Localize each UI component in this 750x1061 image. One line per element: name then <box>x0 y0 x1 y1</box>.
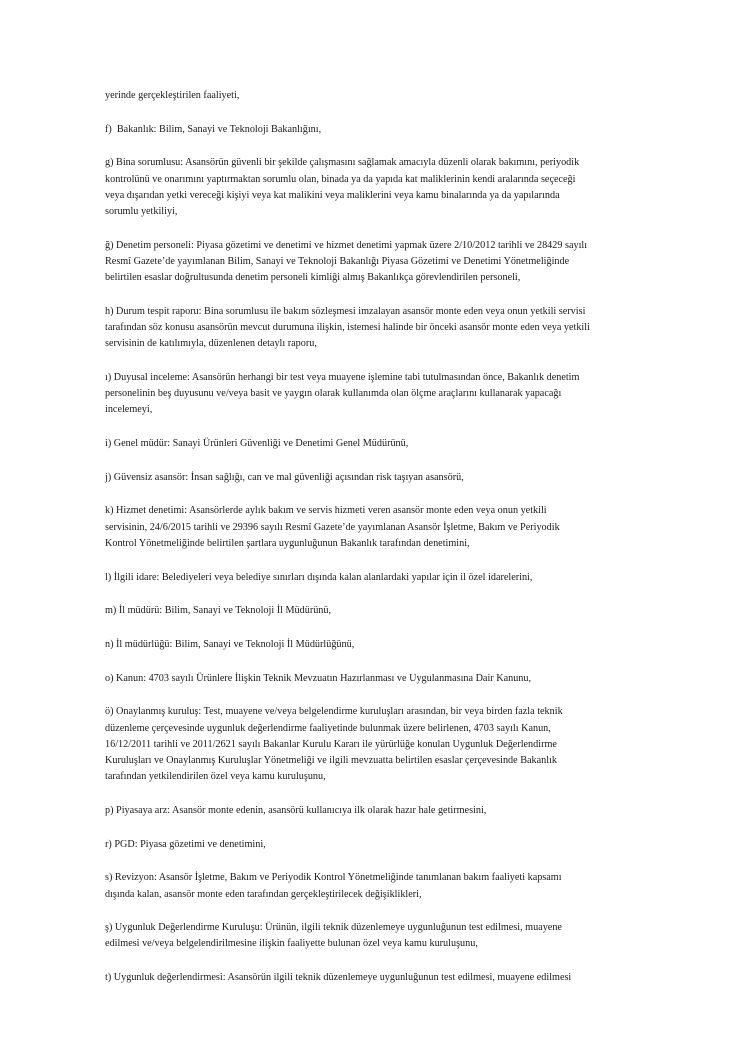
paragraph-definition-p: p) Piyasaya arz: Asansör monte edenin, asansörü kullanıcıya ilk olarak hazır hale getirmesini, <box>105 804 487 816</box>
paragraph-definition-f: f) Bakanlık: Bilim, Sanayi ve Teknoloji Bakanlığını, <box>105 123 322 135</box>
paragraph-definition-i: i) Genel müdür: Sanayi Ürünleri Güvenliği ve Denetimi Genel Müdürünü, <box>105 438 409 450</box>
paragraph-definition-r: r) PGD: Piyasa gözetimi ve denetimini, <box>105 838 266 850</box>
paragraph-definition-m: m) İl müdürü: Bilim, Sanayi ve Teknoloji İl Müdürünü, <box>105 605 332 617</box>
paragraph-definition-g-breve: ğ) Denetim personeli: Piyasa gözetimi ve denetimi ve hizmet denetimi yapmak üzere 2/10/2012 tarihli ve 28429 sayılı Resmî Gazete’de yayımlanan Bilim, Sanayi ve Teknoloji Bakanlığı Piyasa Gözetimi ve Denetimi Yönetmeliğinde belirtilen esaslar doğrultusunda denetim personeli kimliği almış Bakanlıkça görevlendirilen personeli, <box>105 239 588 284</box>
paragraph-definition-g: g) Bina sorumlusu: Asansörün güvenli bir şekilde çalışmasını sağlamak amacıyla düzenli olarak bakımını, periyodik kontrolünü ve onarımını yaptırmaktan sorumlu olan, binada ya da yapıda kat maliklerinin kendi aralarında seçeceği veya dışarıdan yetki vereceği kişiyi veya kat malikini veya maliklerini veya kamu binalarında ya da yapılarında sorumlu yetkiliyi, <box>105 157 580 218</box>
paragraph-definition-s: s) Revizyon: Asansör İşletme, Bakım ve Periyodik Kontrol Yönetmeliğinde tanımlanan bakım faaliyeti kapsamı dışında kalan, asansör monte eden tarafından gerçekleştirilecek değişiklikleri, <box>105 872 562 900</box>
paragraph-definition-k: k) Hizmet denetimi: Asansörlerde aylık bakım ve servis hizmeti veren asansör monte eden veya onun yetkili servisinin, 24/6/2015 tarihli ve 29396 sayılı Resmî Gazete’de yayımlanan Asansör İşletme, Bakım ve Periyodik Kontrol Yönetmeliğinde belirtilen şartlara uygunluğunun Bakanlık tarafından denetimini, <box>105 505 560 549</box>
paragraph-definition-s-cedilla: ş) Uygunluk Değerlendirme Kuruluşu: Ürünün, ilgili teknik düzenlemeye uygunluğunun test edilmesi, muayene edilmesi ve/veya belgelendirilmesine ilişkin faaliyette bulunan özel veya kamu kuruluşunu, <box>105 922 562 950</box>
paragraph-definition-l: l) İlgili idare: Belediyeleri veya belediye sınırları dışında kalan alanlardaki yapılar için il özel idarelerini, <box>105 571 533 583</box>
paragraph-definition-n: n) İl müdürlüğü: Bilim, Sanayi ve Teknoloji İl Müdürlüğünü, <box>105 638 355 650</box>
paragraph-definition-j: j) Güvensiz asansör: İnsan sağlığı, can ve mal güvenliği açısından risk taşıyan asansörü, <box>105 471 464 483</box>
paragraph-definition-o-umlaut: ö) Onaylanmış kuruluş: Test, muayene ve/veya belgelendirme kuruluşları arasından, bir veya birden fazla teknik düzenleme çerçevesinde uygunluk değerlendirme faaliyetinde bulunmak üzere belirlenen, 4703 sayılı Kanun, 16/12/2011 tarihli ve 2011/2621 sayılı Bakanlar Kurulu Kararı ile yürürlüğe konulan Uygunluk Değerlendirme Kuruluşları ve Onaylanmış Kuruluşlar Yönetmeliği ve ilgili mevzuatta belirtilen esaslar çerçevesinde Bakanlık tarafından yetkilendirilen özel veya kamu kuruluşunu, <box>105 706 563 783</box>
paragraph-definition-continuation: yerinde gerçekleştirilen faaliyeti, <box>105 90 240 101</box>
paragraph-definition-o: o) Kanun: 4703 sayılı Ürünlere İlişkin Teknik Mevzuatın Hazırlanması ve Uygulanmasına Dair Kanunu, <box>105 672 532 684</box>
paragraph-definition-t: t) Uygunluk değerlendirmesi: Asansörün ilgili teknik düzenlemeye uygunluğunun test edilmesi, muayene edilmesi <box>105 972 572 984</box>
document-page <box>105 88 650 986</box>
paragraph-definition-dotless-i: ı) Duyusal inceleme: Asansörün herhangi bir test veya muayene işlemine tabi tutulmasından önce, Bakanlık denetim personelinin beş duyusunu ve/veya basit ve yaygın olarak kullanımda olan ölçme araçlarını kullanarak yapacağı incelemeyi, <box>105 371 580 416</box>
paragraph-definition-h: h) Durum tespit raporu: Bina sorumlusu ile bakım sözleşmesi imzalayan asansör monte eden veya onun yetkili servisi tarafından söz konusu asansörün mevcut durumuna ilişkin, istemesi halinde bir önceki asansör monte eden veya yetkili servisinin de katılımıyla, düzenlenen detaylı raporu, <box>105 305 590 350</box>
